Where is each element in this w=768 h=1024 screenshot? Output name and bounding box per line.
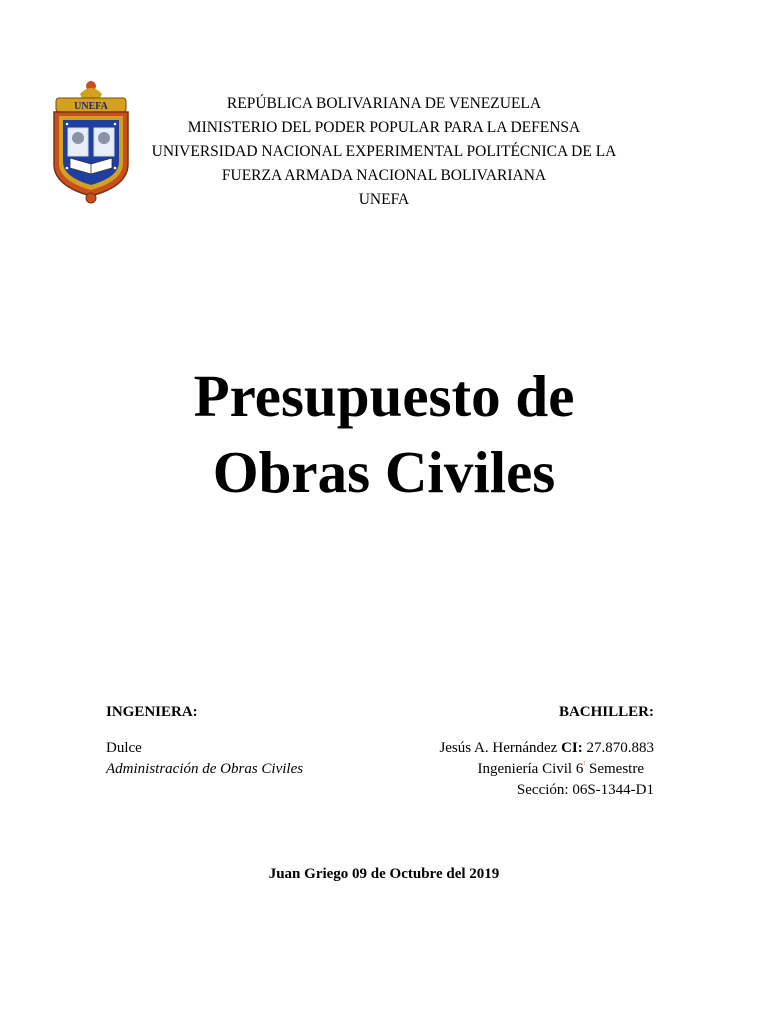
section-line: Sección: 06S-1344-D1 [516,782,654,798]
ci-label: CI: [561,740,583,756]
logo-text: UNEFA [74,101,108,112]
student-name: Jesús A. Hernández [439,740,558,756]
career-prefix: Ingeniería Civil 6 [477,761,584,777]
header-line-armed-force: FUERZA ARMADA NACIONAL BOLIVARIANA [221,167,547,184]
header-line-ministry: MINISTERIO DEL PODER POPULAR PARA LA DEFENSA [187,119,581,136]
career-superscript: ᵗ [583,759,586,770]
ingeniera-label: INGENIERA: [106,704,198,720]
title-line-1: Presupuesto de [193,363,575,429]
header-line-university: UNIVERSIDAD NACIONAL EXPERIMENTAL POLITÉCNICA DE LA [151,143,617,160]
career-suffix: Semestre [585,761,644,777]
bachiller-info [439,738,654,801]
header-line-republic: REPÚBLICA BOLIVARIANA DE VENEZUELA [226,95,542,112]
course-name: Administración de Obras Civiles [106,761,304,777]
ingeniera-name: Dulce [106,740,142,756]
ingeniera-info [106,738,303,780]
ci-value: 27.870.883 [586,740,654,756]
title-line-2: Obras Civiles [212,439,556,505]
document-title [0,358,768,510]
header-line-acronym: UNEFA [358,191,410,208]
institution-header [0,92,768,212]
place-date: Juan Griego 09 de Octubre del 2019 [268,866,500,882]
student-line [439,738,654,759]
bachiller-label: BACHILLER: [558,704,654,720]
career-line [439,759,654,780]
